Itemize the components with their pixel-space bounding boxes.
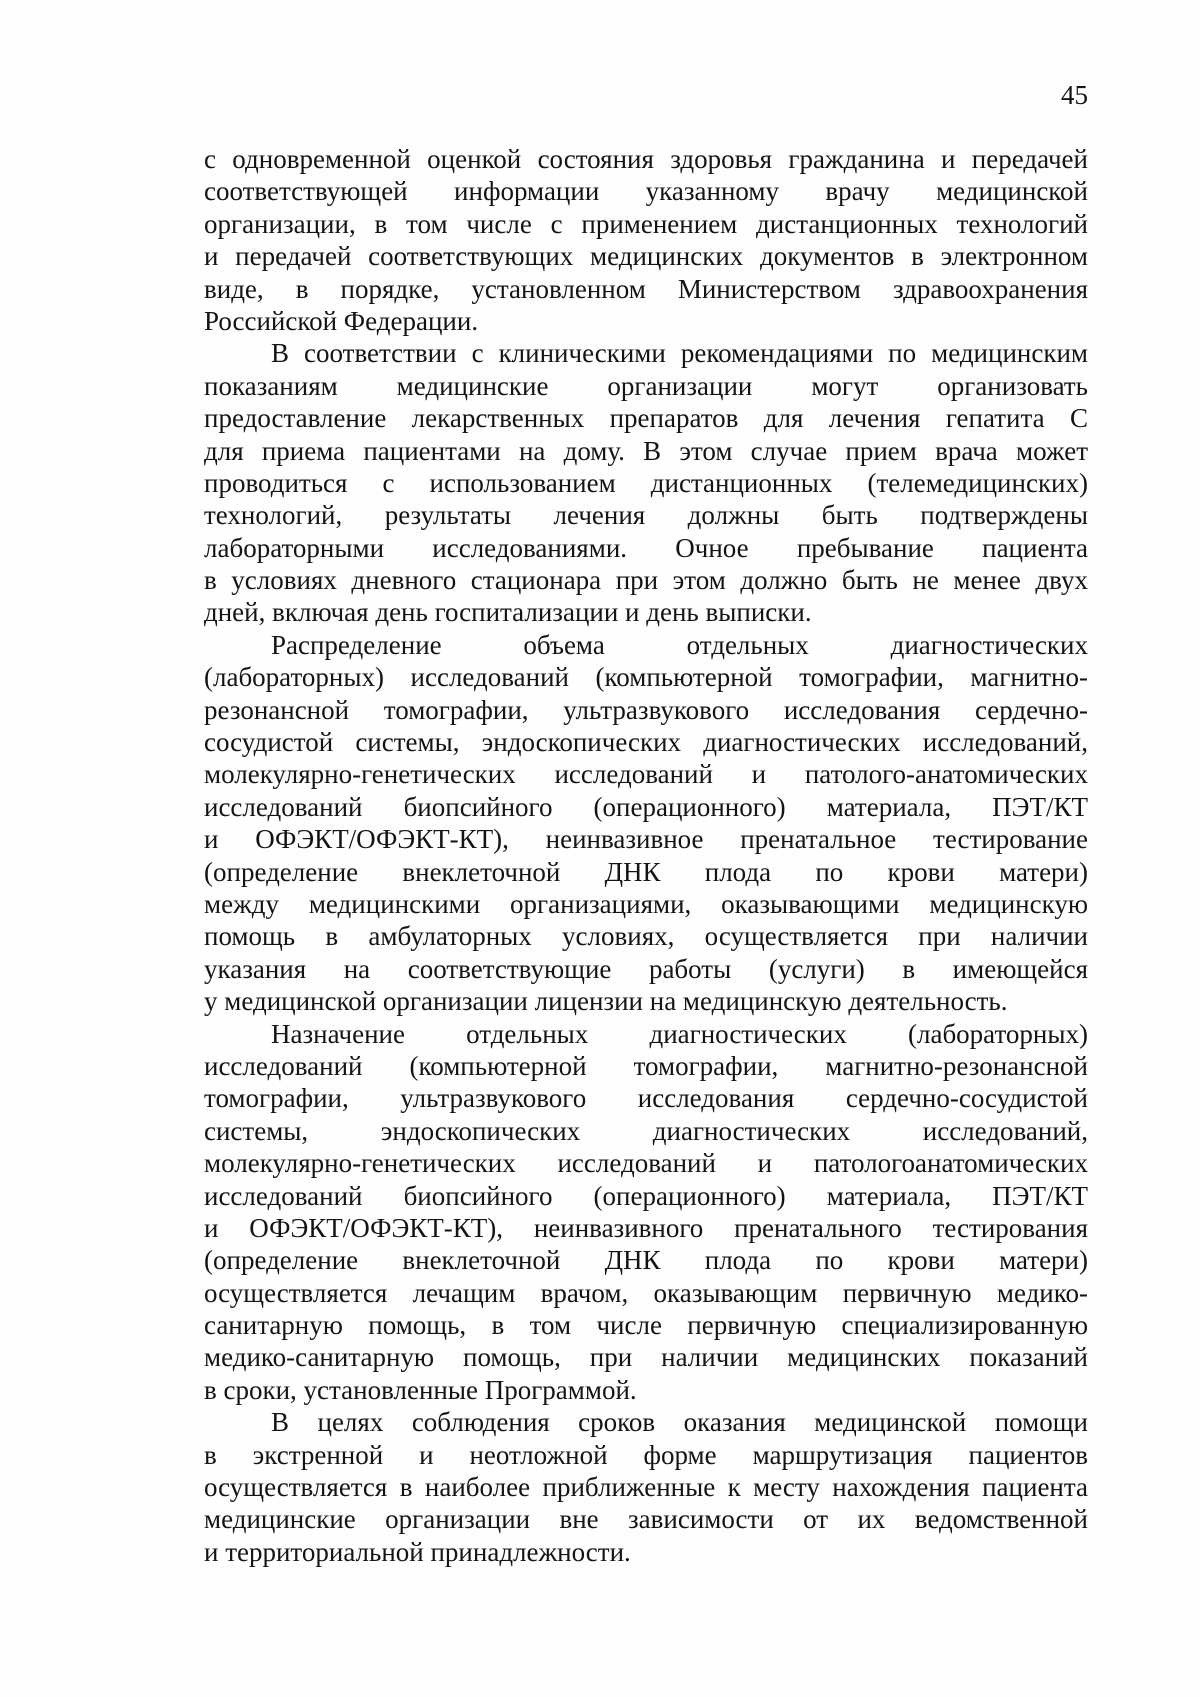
text-line: системы, эндоскопических диагностических исследований, [204,1115,1088,1146]
text-line: осуществляется лечащим врачом, оказывающим первичную медико- [204,1277,1088,1308]
text-line: (определение внеклеточной ДНК плода по крови матери) [204,856,1088,887]
text-line: резонансной томографии, ультразвукового исследования сердечно- [204,694,1088,725]
text-line: соответствующей информации указанному врачу медицинской [204,176,1088,207]
text-line: и ОФЭКТ/ОФЭКТ-КТ), неинвазивное пренатальное тестирование [204,824,1088,855]
text-line: дней, включая день госпитализации и день выписки. [204,597,812,628]
text-line: технологий, результаты лечения должны быть подтверждены [204,500,1088,531]
text-line: (определение внеклеточной ДНК плода по крови матери) [204,1245,1088,1276]
text-line: исследований биопсийного (операционного) материала, ПЭТ/КТ [204,791,1088,822]
text-line: у медицинской организации лицензии на медицинскую деятельность. [204,986,1008,1017]
text-line: для приема пациентами на дому. В этом случае прием врача может [204,435,1088,466]
text-line: помощь в амбулаторных условиях, осуществляется при наличии [204,921,1088,952]
text-line: и передачей соответствующих медицинских документов в электронном [204,241,1088,272]
text-line: в сроки, установленные Программой. [204,1374,637,1405]
text-line: Назначение отдельных диагностических (лабораторных) [271,1018,1088,1049]
text-line: в экстренной и неотложной форме маршрутизация пациентов [204,1439,1088,1470]
text-line: медико-санитарную помощь, при наличии медицинских показаний [204,1342,1088,1373]
text-line: молекулярно-генетических исследований и патолого-анатомических [204,759,1088,790]
text-line: виде, в порядке, установленном Министерством здравоохранения [204,273,1088,304]
text-line: санитарную помощь, в том числе первичную специализированную [204,1310,1088,1341]
text-line: Распределение объема отдельных диагностических [271,629,1088,660]
paragraph [204,1018,1088,1407]
text-line: организации, в том числе с применением дистанционных технологий [204,208,1088,239]
paragraph [204,143,1088,337]
text-line: томографии, ультразвукового исследования сердечно-сосудистой [204,1083,1088,1114]
text-line: с одновременной оценкой состояния здоровья гражданина и передачей [204,144,1088,174]
text-line: молекулярно-генетических исследований и патологоанатомических [204,1148,1088,1179]
text-line: указания на соответствующие работы (услуги) в имеющейся [204,953,1088,984]
text-line: медицинские организации вне зависимости от их ведомственной [204,1504,1088,1535]
document-body [204,143,1088,1568]
text-line: исследований (компьютерной томографии, магнитно-резонансной [204,1050,1088,1081]
paragraph [204,629,1088,1018]
text-line: В целях соблюдения сроков оказания медицинской помощи [271,1407,1088,1438]
text-line: В соответствии с клиническими рекомендациями по медицинским [271,338,1088,369]
paragraph [204,1406,1088,1568]
text-line: Российской Федерации. [204,305,479,336]
text-line: и территориальной принадлежности. [204,1536,631,1567]
text-line: в условиях дневного стационара при этом должно быть не менее двух [204,565,1088,596]
text-line: (лабораторных) исследований (компьютерной томографии, магнитно- [204,662,1088,693]
text-line: предоставление лекарственных препаратов для лечения гепатита С [204,403,1088,434]
text-line: сосудистой системы, эндоскопических диагностических исследований, [204,727,1088,758]
text-line: осуществляется в наиболее приближенные к месту нахождения пациента [204,1472,1088,1503]
text-line: и ОФЭКТ/ОФЭКТ-КТ), неинвазивного пренатального тестирования [204,1212,1088,1243]
text-line: проводиться с использованием дистанционных (телемедицинских) [204,467,1088,498]
text-line: лабораторными исследованиями. Очное пребывание пациента [204,532,1088,563]
paragraph [204,337,1088,629]
text-line: показаниям медицинские организации могут организовать [204,370,1088,401]
page-number: 45 [1061,80,1088,110]
text-line: между медицинскими организациями, оказывающими медицинскую [204,888,1088,919]
text-line: исследований биопсийного (операционного) материала, ПЭТ/КТ [204,1180,1088,1211]
